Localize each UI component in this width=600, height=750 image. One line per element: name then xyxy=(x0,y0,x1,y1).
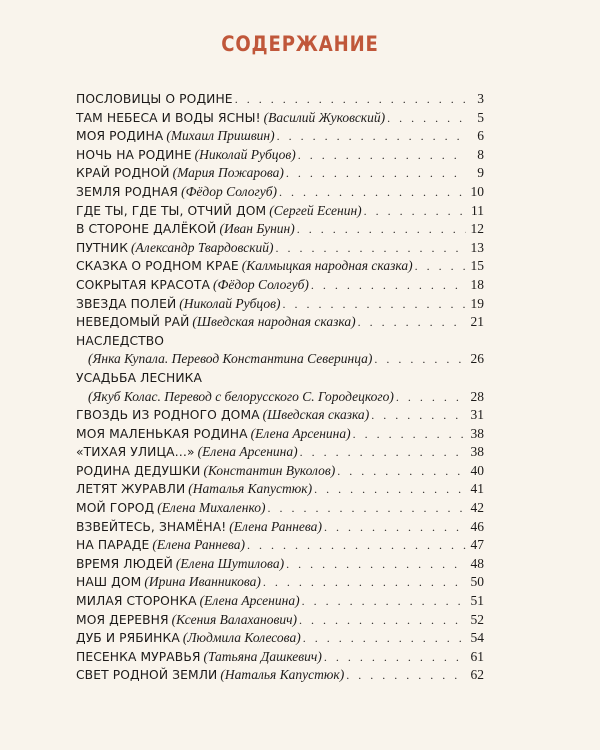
entry-author: ( Александр Твардовский ) xyxy=(131,239,273,258)
entry-title: МОЙ ГОРОД xyxy=(76,501,155,516)
dot-leader xyxy=(311,276,466,295)
entry-title: МИЛАЯ СТОРОНКА xyxy=(76,594,197,609)
toc-entry xyxy=(76,313,484,332)
dot-leader xyxy=(276,239,466,258)
toc-entry xyxy=(76,629,484,648)
entry-title: НА ПАРАДЕ xyxy=(76,538,150,553)
dot-leader xyxy=(337,462,466,481)
page-title: СОДЕРЖАНИЕ xyxy=(221,32,379,56)
entry-page-number: 62 xyxy=(470,667,484,683)
entry-author: ( Василий Жуковский ) xyxy=(264,109,386,128)
entry-page-number: 19 xyxy=(470,295,484,311)
toc-entry xyxy=(76,295,484,314)
entry-page-number: 9 xyxy=(477,165,484,181)
entry-page-number: 15 xyxy=(470,258,484,274)
toc-entry xyxy=(76,611,484,630)
dot-leader xyxy=(415,257,466,276)
toc-entry xyxy=(76,518,484,537)
dot-leader xyxy=(300,443,466,462)
entry-author: ( Елена Шутилова ) xyxy=(176,555,284,574)
toc-entry xyxy=(76,666,484,685)
entry-page-number: 47 xyxy=(470,537,484,553)
entry-title: НЕВЕДОМЫЙ РАЙ xyxy=(76,315,190,330)
entry-title: ЗЕМЛЯ РОДНАЯ xyxy=(76,184,179,199)
dot-leader xyxy=(387,109,466,128)
entry-title: МОЯ РОДИНА xyxy=(76,129,164,144)
dot-leader xyxy=(374,350,466,369)
dot-leader xyxy=(263,573,466,592)
entry-page-number: 8 xyxy=(477,146,484,162)
toc-entry xyxy=(76,183,484,202)
entry-title: ДУБ И РЯБИНКА xyxy=(76,631,180,646)
dot-leader xyxy=(324,648,466,667)
entry-author: ( Калмыцкая народная сказка ) xyxy=(242,257,413,276)
entry-page-number: 48 xyxy=(470,555,484,571)
dot-leader xyxy=(396,388,466,407)
entry-page-number: 40 xyxy=(470,462,484,478)
entry-author: ( Шведская народная сказка ) xyxy=(192,313,355,332)
entry-title: ЛЕТЯТ ЖУРАВЛИ xyxy=(76,482,186,497)
entry-title: «ТИХАЯ УЛИЦА…» xyxy=(76,445,195,460)
entry-author: ( Ксения Валаханович ) xyxy=(172,611,297,630)
toc-entry xyxy=(76,648,484,667)
toc-entry xyxy=(76,276,484,295)
entry-title: УСАДЬБА ЛЕСНИКА xyxy=(76,370,202,385)
entry-page-number: 50 xyxy=(470,574,484,590)
entry-title: КРАЙ РОДНОЙ xyxy=(76,166,170,181)
entry-author: ( Фёдор Сологуб ) xyxy=(213,276,309,295)
dot-leader xyxy=(286,555,466,574)
entry-title: МОЯ ДЕРЕВНЯ xyxy=(76,612,169,627)
entry-author: ( Якуб Колас. Перевод с белорусского С. Городецкого ) xyxy=(88,388,394,407)
entry-page-number: 21 xyxy=(470,314,484,330)
toc-entry xyxy=(76,164,484,183)
toc-entry xyxy=(76,443,484,462)
entry-title: ПУТНИК xyxy=(76,240,129,255)
entry-title: СОКРЫТАЯ КРАСОТА xyxy=(76,277,210,292)
toc-entry xyxy=(76,220,484,239)
toc-entry xyxy=(76,146,484,165)
dot-leader xyxy=(286,164,466,183)
dot-leader xyxy=(371,406,466,425)
entry-title: СВЕТ РОДНОЙ ЗЕМЛИ xyxy=(76,668,218,683)
dot-leader xyxy=(314,480,466,499)
toc-entry xyxy=(76,536,484,555)
toc-entry xyxy=(76,127,484,146)
entry-title: ВЗВЕЙТЕСЬ, ЗНАМЁНА! xyxy=(76,519,227,534)
dot-leader xyxy=(277,127,466,146)
entry-author: ( Елена Раннева ) xyxy=(229,518,322,537)
entry-page-number: 28 xyxy=(470,388,484,404)
toc-entry xyxy=(76,202,484,221)
dot-leader xyxy=(297,220,466,239)
toc-entry xyxy=(76,573,484,592)
entry-page-number: 54 xyxy=(470,630,484,646)
entry-author: ( Иван Бунин ) xyxy=(219,220,294,239)
dot-leader xyxy=(282,295,466,314)
entry-page-number: 18 xyxy=(470,276,484,292)
entry-title: В СТОРОНЕ ДАЛЁКОЙ xyxy=(76,222,217,237)
entry-author: ( Наталья Капустюк ) xyxy=(188,480,312,499)
entry-page-number: 38 xyxy=(470,425,484,441)
entry-author: ( Елена Раннева ) xyxy=(152,536,245,555)
dot-leader xyxy=(346,666,466,685)
entry-title: РОДИНА ДЕДУШКИ xyxy=(76,463,201,478)
entry-page-number: 46 xyxy=(470,518,484,534)
entry-title: ПОСЛОВИЦЫ О РОДИНЕ xyxy=(76,92,233,106)
entry-author: ( Наталья Капустюк ) xyxy=(220,666,344,685)
toc-entry xyxy=(76,555,484,574)
entry-author: ( Николай Рубцов ) xyxy=(195,146,296,165)
entry-title: ГВОЗДЬ ИЗ РОДНОГО ДОМА xyxy=(76,408,260,423)
toc-entry xyxy=(76,350,484,369)
entry-title: ГДЕ ТЫ, ГДЕ ТЫ, ОТЧИЙ ДОМ xyxy=(76,203,267,218)
toc-entry xyxy=(76,499,484,518)
entry-author: ( Людмила Колесова ) xyxy=(183,629,301,648)
toc-entry xyxy=(76,90,484,109)
entry-author: ( Фёдор Сологуб ) xyxy=(181,183,277,202)
dot-leader xyxy=(268,499,467,518)
dot-leader xyxy=(364,202,466,221)
dot-leader xyxy=(299,611,466,630)
entry-author: ( Константин Вуколов ) xyxy=(203,462,335,481)
entry-author: ( Елена Арсенина ) xyxy=(198,443,298,462)
entry-page-number: 31 xyxy=(470,407,484,423)
dot-leader xyxy=(279,183,466,202)
entry-page-number: 5 xyxy=(477,109,484,125)
entry-author: ( Елена Арсенина ) xyxy=(251,425,351,444)
entry-title: ТАМ НЕБЕСА И ВОДЫ ЯСНЫ! xyxy=(76,110,261,125)
entry-page-number: 26 xyxy=(470,351,484,367)
entry-page-number: 51 xyxy=(470,593,484,609)
entry-author: ( Сергей Есенин ) xyxy=(269,202,361,221)
entry-page-number: 41 xyxy=(470,481,484,497)
toc-entry xyxy=(76,109,484,128)
dot-leader xyxy=(298,146,466,165)
entry-author: ( Николай Рубцов ) xyxy=(179,295,280,314)
entry-title: СКАЗКА О РОДНОМ КРАЕ xyxy=(76,259,239,274)
entry-page-number: 6 xyxy=(477,128,484,144)
entry-author: ( Елена Арсенина ) xyxy=(200,592,300,611)
toc-entry xyxy=(76,388,484,407)
toc-entry xyxy=(76,239,484,258)
entry-author: ( Михаил Пришвин ) xyxy=(166,127,274,146)
dot-leader xyxy=(353,425,466,444)
entry-title: НАСЛЕДСТВО xyxy=(76,333,165,348)
entry-page-number: 12 xyxy=(470,221,484,237)
entry-title: МОЯ МАЛЕНЬКАЯ РОДИНА xyxy=(76,426,248,441)
toc-entry xyxy=(76,257,484,276)
dot-leader xyxy=(358,313,466,332)
entry-author: ( Янка Купала. Перевод Константина Северинца ) xyxy=(88,350,372,369)
entry-author: ( Мария Пожарова ) xyxy=(173,164,284,183)
dot-leader xyxy=(303,629,466,648)
toc-entry xyxy=(76,425,484,444)
dot-leader xyxy=(324,518,466,537)
entry-page-number: 13 xyxy=(470,239,484,255)
entry-author: ( Елена Михаленко ) xyxy=(157,499,265,518)
entry-page-number: 61 xyxy=(470,648,484,664)
entry-title: ПЕСЕНКА МУРАВЬЯ xyxy=(76,649,201,664)
entry-page-number: 52 xyxy=(470,611,484,627)
dot-leader xyxy=(247,536,466,555)
toc-entry xyxy=(76,332,484,351)
entry-page-number: 3 xyxy=(477,91,484,106)
entry-title: ЗВЕЗДА ПОЛЕЙ xyxy=(76,296,177,311)
dot-leader xyxy=(235,90,466,109)
toc-entry xyxy=(76,592,484,611)
table-of-contents xyxy=(76,90,484,685)
toc-entry xyxy=(76,462,484,481)
dot-leader xyxy=(302,592,466,611)
entry-author: ( Шведская сказка ) xyxy=(263,406,370,425)
entry-page-number: 42 xyxy=(470,500,484,516)
entry-author: ( Ирина Иванникова ) xyxy=(144,573,261,592)
entry-page-number: 10 xyxy=(470,183,484,199)
toc-entry xyxy=(76,406,484,425)
entry-title: НАШ ДОМ xyxy=(76,575,142,590)
toc-entry xyxy=(76,369,484,388)
entry-title: ВРЕМЯ ЛЮДЕЙ xyxy=(76,556,173,571)
entry-author: ( Татьяна Дашкевич ) xyxy=(204,648,322,667)
entry-title: НОЧЬ НА РОДИНЕ xyxy=(76,147,192,162)
entry-page-number: 11 xyxy=(471,202,484,218)
toc-entry xyxy=(76,480,484,499)
entry-page-number: 38 xyxy=(470,444,484,460)
